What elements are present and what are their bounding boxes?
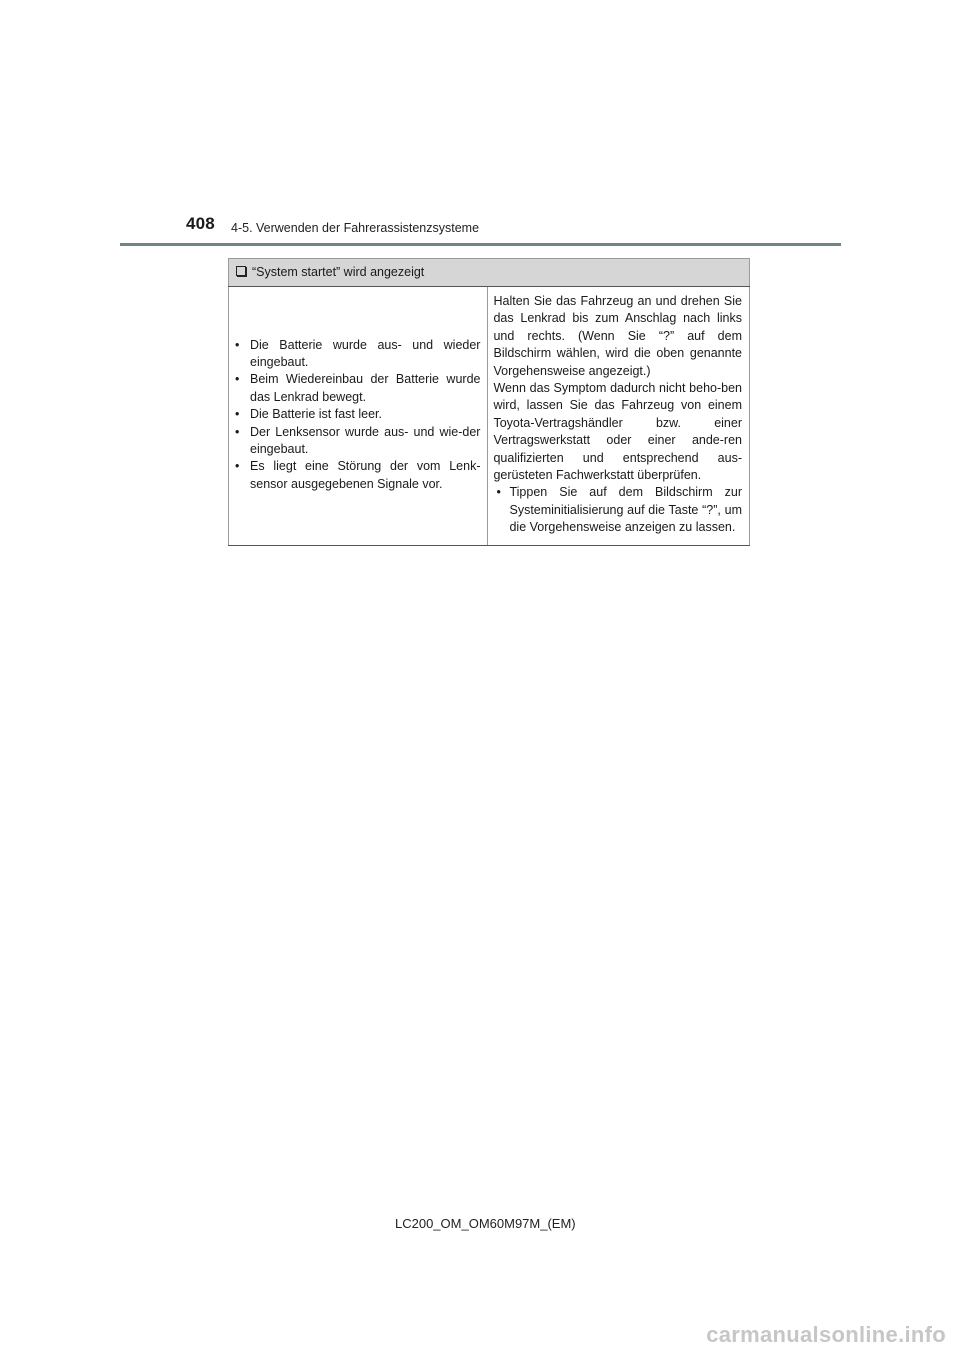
watermark: carmanualsonline.info [706, 1322, 946, 1347]
document-code: LC200_OM_OM60M97M_(EM) [395, 1216, 576, 1231]
table-title-cell [229, 259, 750, 287]
page-number: 408 [186, 214, 215, 233]
info-table [228, 258, 750, 546]
action-paragraph: Wenn das Symptom dadurch nicht beho-ben wird, lassen Sie das Fahrzeug von einem Toyota-Vertragshändler bzw. einer Vertragswerkstatt oder einer ande-ren qualifizierten und entsprechend aus-gerüsteten Fachwerkstatt überprüfen. [493, 381, 742, 483]
section-title: 4-5. Verwenden der Fahrerassistenzsysteme [231, 221, 480, 235]
checkbox-icon [236, 266, 246, 276]
table-row [229, 287, 750, 546]
list-item: • Der Lenksensor wurde aus- und wie-der eingebaut. [232, 424, 480, 459]
action-paragraph: Halten Sie das Fahrzeug an und drehen Sie das Lenkrad bis zum Anschlag nach links und rechts. (Wenn Sie “?” auf dem Bildschirm wählen, wird die oben genannte Vorgehensweise angezeigt.) [493, 294, 742, 378]
table-header-row [229, 259, 750, 287]
table-title: “System startet” wird angezeigt [252, 264, 425, 279]
cause-cell [229, 287, 488, 546]
action-cell [488, 287, 750, 546]
cause-list [232, 337, 480, 494]
list-item: • Tippen Sie auf dem Bildschirm zur Systeminitialisierung auf die Taste “?”, um die Vorgehensweise anzeigen zu lassen. [493, 484, 742, 536]
header-divider [120, 243, 841, 246]
list-item: • Die Batterie ist fast leer. [232, 406, 480, 423]
list-item: • Die Batterie wurde aus- und wieder eingebaut. [232, 337, 480, 372]
list-item: • Beim Wiedereinbau der Batterie wurde das Lenkrad bewegt. [232, 371, 480, 406]
action-list [493, 484, 742, 536]
list-item: • Es liegt eine Störung der vom Lenk-sensor ausgegebenen Signale vor. [232, 458, 480, 493]
